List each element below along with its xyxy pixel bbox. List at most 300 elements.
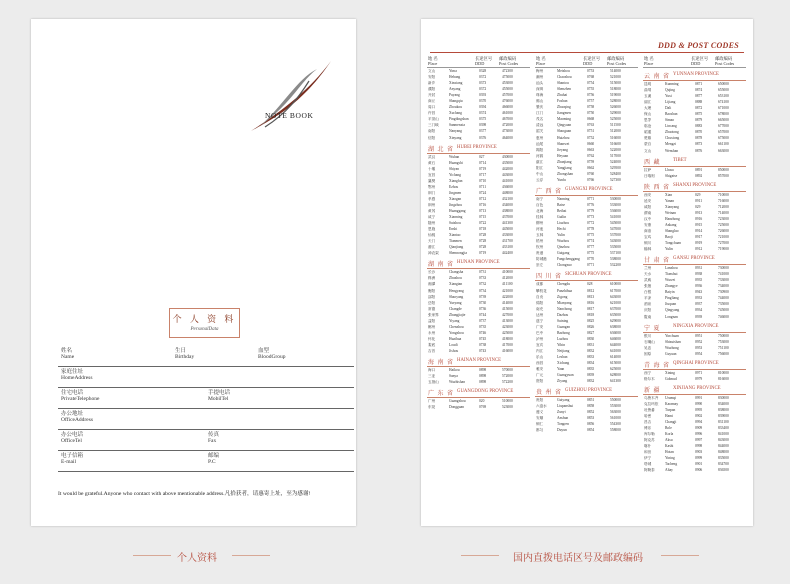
post-code: 629000 [610,318,621,323]
post-code: 524000 [610,159,621,164]
city-name-en: Golmud [665,376,677,381]
ddd-code: 0744 [479,312,487,317]
province-name-cn: 贵 州 省 [536,390,563,397]
ddd-code: 0763 [587,123,595,128]
ddd-code: 0719 [479,251,487,256]
city-name-cn: 随州 [428,221,436,226]
city-name-cn: 大理 [644,106,652,111]
post-code: 437000 [502,215,513,220]
post-code: 710000 [718,192,729,197]
ddd-code: 0393 [479,93,487,98]
province-heading [427,257,530,269]
form-row-5-a-label-cn: 电子信箱 [61,453,84,459]
post-code: 457000 [502,93,513,98]
post-code: 413000 [502,318,513,323]
city-name-cn: 宜昌 [428,172,436,177]
form-row-3-a-label-cn: 办公地址 [61,411,84,417]
city-name-en: Qingyuan [557,123,572,128]
ddd-code: 0719 [479,166,487,171]
post-code: 744000 [718,296,729,301]
city-name-en: Wuzhou [557,239,570,244]
city-name-en: Kunming [665,82,679,86]
post-code: 836500 [718,468,729,473]
post-code: 448000 [502,190,513,195]
city-name-cn: 攀枝花 [536,288,547,293]
post-code: 843000 [718,438,729,443]
post-code: 538000 [610,257,621,262]
post-code: 436000 [502,184,513,189]
city-name-en: Yibin [557,342,565,347]
province-name-cn: 湖 南 省 [428,262,455,269]
post-code: 678000 [718,112,729,117]
city-name-en: Leshan [557,355,568,360]
city-name-cn: 铜仁 [536,422,544,427]
city-row [427,404,530,410]
city-name-cn: 许昌 [428,111,436,116]
city-name-cn: 咸宁 [428,215,436,220]
city-name-cn: 吐鲁番 [644,407,655,412]
form-row[interactable] [58,346,354,367]
city-name-en: Shaoyang [449,294,464,299]
ddd-code: 0852 [587,410,595,415]
ddd-code: 0931 [695,266,703,271]
city-name-cn: 郴州 [428,324,436,329]
city-name-en: Changji [665,420,677,425]
post-code: 511500 [610,123,621,128]
post-code: 554300 [610,422,621,427]
city-name-en: Kashi [665,444,674,449]
ddd-code: 0739 [479,294,487,299]
post-code: 725000 [718,222,729,227]
ddd-code: 0772 [587,221,595,226]
city-name-en: Huizhou [557,135,570,140]
city-name-cn: 恩施 [428,227,436,232]
city-name-cn: 东莞 [428,405,436,410]
ddd-code: 027 [479,154,485,159]
province-name-cn: 青 海 省 [644,362,671,369]
post-code: 643000 [610,294,621,299]
form-row-2-a-label-en: PrivateTelephone [61,396,100,402]
city-name-cn: 文山 [428,69,436,73]
city-name-cn: 武威 [644,278,652,283]
city-name-en: Yaan [557,367,565,372]
city-name-en: Sanmenxia [449,123,465,128]
ddd-code: 0954 [695,351,703,356]
ddd-code: 0934 [695,308,703,313]
ddd-code: 0771 [587,263,595,268]
city-name-en: Wuwei [665,278,676,283]
ddd-code: 0714 [479,160,487,165]
city-name-cn: 白银 [644,290,652,295]
city-name-cn: 惠州 [536,135,544,140]
header-place-en: Place [644,61,654,66]
province-name-en: GUANGDONG PROVINCE [457,389,514,395]
city-name-cn: 潮州 [536,75,544,80]
city-name-cn: 陇南 [644,314,652,319]
province-heading [535,184,638,196]
city-name-cn: 阿勒泰 [644,468,655,473]
city-name-en: Qinzhou [557,245,570,250]
post-code: 839000 [718,413,729,418]
post-code: 432100 [502,196,513,201]
ddd-code: 0752 [587,135,595,140]
province-name-cn: 四 川 省 [536,274,563,281]
post-code: 433100 [502,245,513,250]
ddd-code: 0722 [479,221,487,226]
ddd-code: 0937 [695,302,703,307]
form-row[interactable] [58,451,354,472]
post-code: 621000 [610,300,621,305]
ddd-code: 0875 [695,112,703,117]
city-name-en: Nanning [557,196,570,201]
post-code: 750000 [718,333,729,338]
city-name-cn: 喀什 [644,444,652,449]
city-name-cn: 桂林 [536,215,544,220]
ddd-code: 0756 [587,93,595,98]
province-heading [643,358,746,370]
city-name-en: Yining [665,456,675,461]
header-post-codes [607,56,626,66]
post-code: 416000 [502,348,513,353]
city-name-cn: 襄樊 [428,178,436,183]
city-name-cn: 蒙自 [644,142,652,147]
city-row [535,427,638,433]
city-name-cn: 揭阳 [536,147,544,152]
city-name-cn: 遂宁 [536,318,544,323]
city-name-cn: 渭南 [644,210,652,215]
code-column-2 [535,54,638,434]
post-code: 735000 [718,302,729,307]
ddd-code: 0769 [479,405,487,410]
post-code: 625000 [610,367,621,372]
city-name-cn: 巴中 [536,330,544,335]
post-code: 445000 [502,227,513,232]
city-row [427,250,530,256]
ddd-code: 0711 [479,184,487,189]
city-name-cn: 广州 [428,399,436,404]
post-code: 751100 [718,345,729,350]
city-name-cn: 曲靖 [644,88,652,93]
ddd-code: 0743 [479,348,487,353]
form-row-2-m-label-cn: 手提电话 [208,390,231,396]
city-name-en: Zigong [557,294,568,299]
ddd-code: 0943 [695,290,703,295]
city-name-cn: 云浮 [536,177,544,182]
city-name-cn: 茂名 [536,117,544,122]
city-name-en: Shaoguan [557,129,572,134]
city-name-en: Heyuan [557,153,569,158]
city-name-en: Anyang [449,87,461,92]
post-code: 431700 [502,239,513,244]
city-name-en: Yulin [665,247,673,252]
form-row[interactable] [58,409,354,430]
ddd-code: 0758 [587,105,595,110]
city-name-en: Zhaoqing [557,105,571,110]
form-row[interactable] [58,367,354,388]
city-row [643,173,746,179]
ddd-code: 0901 [695,462,703,467]
city-name-en: Shanwei [557,141,570,146]
header-place-cn: 地 名 [428,56,438,61]
post-code: 831100 [718,420,729,425]
post-code: 733000 [718,278,729,283]
post-code: 550000 [610,398,621,403]
city-name-en: Ziyang [557,379,568,384]
personal-data-title-box [169,308,240,338]
post-code: 646000 [610,336,621,341]
post-code: 415000 [502,306,513,311]
post-code: 525000 [610,117,621,122]
province-name-cn: 湖 北 省 [428,146,455,153]
province-heading [643,180,746,192]
city-name-en: Suizhou [449,221,461,226]
ddd-code: 0911 [695,198,703,203]
city-name-en: Ankang [665,222,677,227]
ddd-code: 0879 [695,118,703,123]
province-name-en: HAINAN PROVINCE [457,358,502,364]
city-name-en: Chenzhou [449,324,464,329]
city-name-en: Jishou [449,348,459,353]
form-row-2-m-label-en: MobilTel [208,396,229,402]
city-name-en: Longnan [665,314,678,319]
province-name-en: SHANXI PROVINCE [673,182,717,188]
city-name-cn: 南充 [536,306,544,311]
ddd-code: 0662 [587,165,595,170]
ddd-code: 0990 [695,401,703,406]
post-code: 675000 [718,136,729,141]
post-code: 475000 [502,75,513,80]
city-name-cn: 天水 [644,272,652,277]
city-name-cn: 乌鲁木齐 [644,395,659,400]
ddd-code: 0734 [479,288,487,293]
ddd-code: 0668 [587,117,595,122]
post-code: 547000 [610,227,621,232]
city-name-cn: 张家界 [428,312,439,317]
city-row [643,246,746,252]
post-code: 833400 [718,426,729,431]
header-place-en: Place [428,61,438,66]
city-name-cn: 深圳 [536,87,544,92]
city-name-cn: 梅州 [536,69,544,73]
city-name-cn: 固原 [644,351,652,356]
city-name-cn: 北海 [536,208,544,213]
post-code: 529500 [610,165,621,170]
province-heading [427,142,530,154]
city-name-en: Xianning [449,215,463,220]
city-name-en: Lijiang [665,100,676,105]
city-name-en: Anshun [557,416,569,421]
city-name-cn: 信阳 [428,135,436,140]
city-name-cn: 百色 [536,202,544,207]
city-name-en: Hechi [557,227,566,232]
post-code: 834700 [718,462,729,467]
city-name-cn: 日喀则 [644,173,655,178]
ddd-code: 0936 [695,284,703,289]
post-code: 726000 [718,228,729,233]
form-row-1-a-label-cn: 家庭住址 [61,369,84,375]
header-post-codes-en: Post Codes [715,61,735,66]
ddd-code: 0777 [587,245,595,250]
province-heading [427,355,530,367]
post-code: 628000 [610,373,621,378]
column-header [427,54,530,68]
form-row[interactable] [58,430,354,451]
city-name-cn: 崇左 [536,263,544,268]
ddd-code: 0873 [695,142,703,147]
city-name-en: Shangluo [665,228,679,233]
province-heading [643,155,746,167]
form-row-3-a-field [61,411,93,423]
city-name-en: Haikou [449,368,460,373]
caption-right-line-a [461,555,499,556]
city-name-en: Baise [557,202,565,207]
post-code: 641300 [610,379,621,384]
ddd-code: 0919 [695,241,703,246]
city-name-en: Qujing [665,88,675,93]
post-code: 635000 [610,312,621,317]
city-name-cn: 株洲 [428,276,436,281]
ddd-code: 029 [695,192,701,197]
ddd-code: 0778 [587,227,595,232]
city-name-cn: 格尔木 [644,376,655,381]
post-code: 441000 [502,178,513,183]
city-name-en: Yima [449,69,457,73]
ddd-code: 0913 [695,210,703,215]
city-name-cn: 十堰 [428,166,436,171]
ddd-code: 0663 [587,147,595,152]
province-name-cn: 甘 肃 省 [644,258,671,265]
ddd-code: 0398 [479,123,487,128]
city-name-cn: 平凉 [644,296,652,301]
post-code: 730900 [718,290,729,295]
city-name-en: Xian [665,192,672,197]
city-name-en: Zhangjiajie [449,312,466,317]
ddd-code: 0853 [587,416,595,421]
city-name-cn: 资阳 [536,379,544,384]
ddd-code: 0874 [695,88,703,93]
ddd-code: 0736 [479,306,487,311]
ddd-code: 0826 [587,324,595,329]
city-name-cn: 泸州 [536,336,544,341]
notebook-swoosh-logo [239,51,339,151]
city-row [535,177,638,183]
city-name-en: Meizhou [557,69,570,73]
city-name-en: Jieyang [557,147,568,152]
city-name-cn: 中山 [536,171,544,176]
city-name-cn: 宜宾 [536,342,544,347]
header-ddd [475,56,492,66]
post-code: 472000 [502,123,513,128]
city-name-cn: 南宁 [536,196,544,201]
ddd-code: 0888 [695,100,703,105]
city-name-cn: 思茅 [644,118,652,123]
form-row-0-c-label-en: BloodGroup [258,354,286,360]
post-code: 522000 [610,147,621,152]
province-name-en: SICHUAN PROVINCE [565,272,612,278]
city-row [427,379,530,385]
ddd-code: 0745 [479,336,487,341]
province-heading [427,386,530,398]
city-name-en: Zhaotong [665,130,679,135]
city-name-cn: 珠海 [536,93,544,98]
province-name-en: YUNNAN PROVINCE [673,72,719,77]
post-code: 473000 [502,129,513,134]
ddd-code: 0757 [587,99,595,104]
city-name-cn: 丽江 [644,100,652,105]
post-code: 418000 [502,336,513,341]
post-code: 533000 [610,202,621,207]
city-name-en: Wuhan [449,154,460,159]
ddd-code: 0854 [587,428,595,433]
personal-data-title-cn: 个 人 资 料 [172,314,237,324]
post-code: 532200 [610,263,621,268]
ddd-code: 0835 [587,367,595,372]
post-code: 435000 [502,160,513,165]
city-row [643,467,746,473]
post-code: 528000 [610,99,621,104]
ddd-code: 0870 [695,130,703,135]
post-code: 746000 [718,314,729,319]
post-code: 537000 [610,233,621,238]
city-name-en: Yueyang [449,300,462,305]
header-ddd-en: DDD [475,61,485,66]
city-row [535,262,638,268]
ddd-code: 0831 [587,342,595,347]
ddd-code: 0776 [587,202,595,207]
city-name-cn: 内江 [536,348,544,353]
city-name-en: Chongzuo [557,263,572,268]
city-name-cn: 石嘴山 [644,339,655,344]
city-name-en: Xiantao [449,233,461,238]
post-code: 515000 [610,81,621,86]
city-row [427,135,530,141]
city-name-en: Yulin [557,233,565,238]
city-name-en: Duyun [557,428,567,433]
city-name-en: Turpan [665,407,676,412]
city-name-en: Hami [665,413,673,418]
province-name-en: XINJIANG PROVINCE [673,385,721,391]
post-code: 516600 [610,141,621,146]
post-code: 563000 [610,410,621,415]
ddd-code: 0994 [695,420,703,425]
post-code: 438000 [502,208,513,213]
city-name-cn: 库尔勒 [644,432,655,437]
personal-data-title-en: PersonalData [190,327,219,332]
ddd-code: 0951 [695,333,703,338]
city-name-cn: 商洛 [644,228,652,233]
personal-data-form [58,346,354,472]
form-row-0-b-label-en: Birthday [175,354,195,360]
ddd-code: 0770 [587,257,595,262]
city-name-en: Simao [665,118,675,123]
post-code: 517000 [610,153,621,158]
post-code: 535000 [610,245,621,250]
city-name-cn: 钦州 [536,245,544,250]
ddd-code: 0712 [479,196,487,201]
city-name-en: Yinchuan [665,333,679,338]
city-name-cn: 湛江 [536,159,544,164]
city-name-cn: 娄底 [428,342,436,347]
city-name-cn: 佛山 [536,99,544,104]
form-row[interactable] [58,388,354,409]
city-name-en: Zhanjiang [557,159,572,164]
city-name-en: Yanan [665,198,675,203]
city-name-en: Guiyang [557,398,570,403]
caption-personal-data: 个人资料 [177,553,217,564]
ddd-code: 0394 [479,105,487,110]
ddd-code: 0878 [695,136,703,141]
city-name-cn: 玉林 [536,233,544,238]
